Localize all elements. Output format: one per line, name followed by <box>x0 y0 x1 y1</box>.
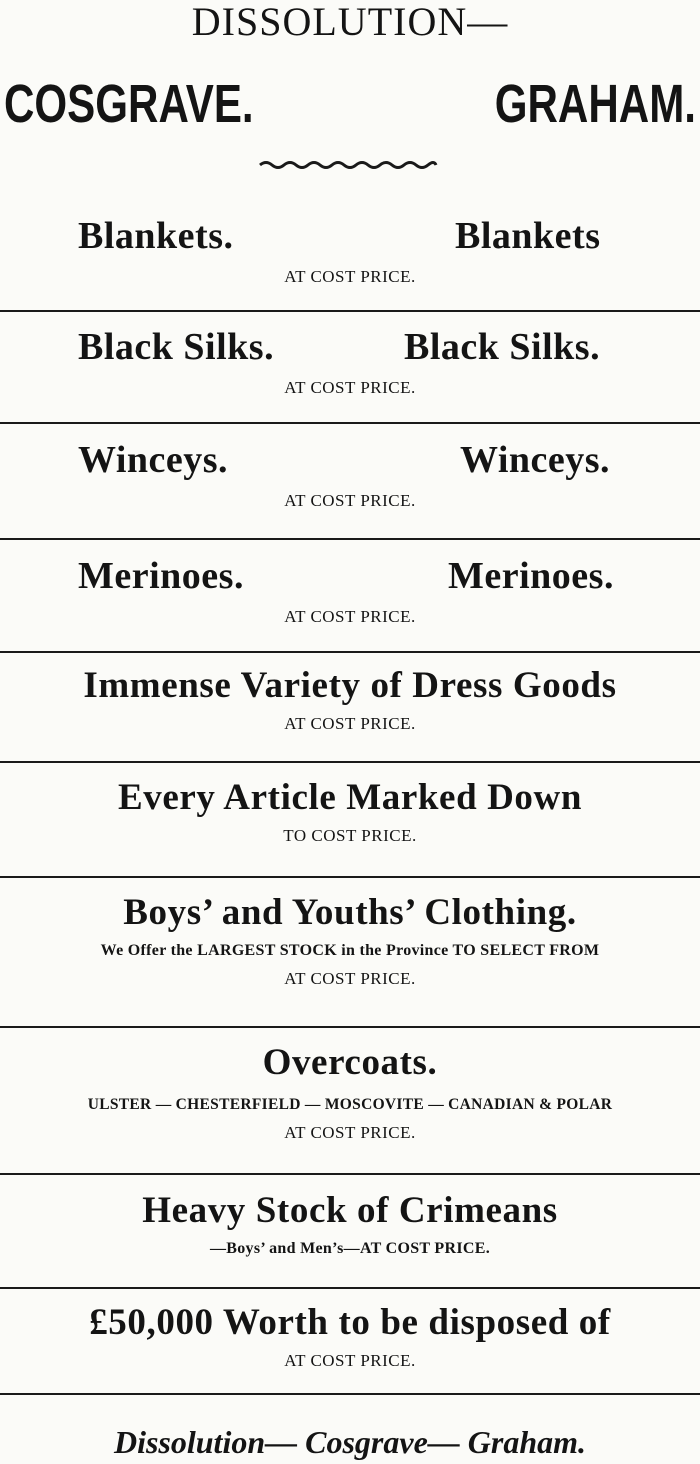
headline: Immense Variety of Dress Goods <box>83 665 617 706</box>
detail-text: We Offer the LARGEST STOCK in the Province TO SELECT FROM <box>100 942 600 959</box>
divider-rule <box>0 422 700 424</box>
detail-text: ULSTER — CHESTERFIELD — MOSCOVITE — CANADIAN & POLAR <box>87 1096 613 1113</box>
masthead-right-name: GRAHAM. <box>494 74 696 134</box>
headline: £50,000 Worth to be disposed of <box>89 1302 611 1343</box>
item-right: Black Silks. <box>404 326 601 368</box>
divider-rule <box>0 1173 700 1175</box>
item-pair <box>0 436 700 486</box>
divider-rule <box>0 651 700 653</box>
item-right: Blankets <box>455 215 601 257</box>
divider-rule <box>0 1026 700 1028</box>
section-overcoats <box>0 1040 700 1144</box>
masthead-left-name: COSGRAVE. <box>4 74 254 134</box>
section-blankets <box>0 212 700 288</box>
divider-rule <box>0 876 700 878</box>
divider-rule <box>0 761 700 763</box>
item-pair <box>0 552 700 602</box>
section-winceys <box>0 436 700 512</box>
item-left: Blankets. <box>78 215 234 257</box>
masthead-names <box>0 74 700 134</box>
item-pair <box>0 323 700 373</box>
price-note: AT COST PRICE. <box>284 969 416 988</box>
section-boys-clothing <box>0 890 700 990</box>
divider-rule <box>0 1287 700 1289</box>
footer-tagline: Dissolution— Cosgrave— Graham. <box>113 1424 587 1460</box>
item-left: Merinoes. <box>78 555 244 597</box>
price-note: AT COST PRICE. <box>284 1351 416 1370</box>
section-dress-goods <box>0 663 700 735</box>
price-note: AT COST PRICE. <box>284 378 416 397</box>
divider-rule <box>0 538 700 540</box>
price-note: TO COST PRICE. <box>283 826 417 845</box>
item-right: Winceys. <box>460 439 611 481</box>
headline: Overcoats. <box>262 1042 438 1083</box>
divider-rule <box>0 310 700 312</box>
divider-rule <box>0 1393 700 1395</box>
section-worth <box>0 1300 700 1372</box>
section-crimeans <box>0 1188 700 1260</box>
headline: Heavy Stock of Crimeans <box>142 1190 558 1231</box>
item-right: Merinoes. <box>448 555 614 597</box>
item-left: Black Silks. <box>78 326 275 368</box>
headline: Boys’ and Youths’ Clothing. <box>123 892 577 933</box>
item-left: Winceys. <box>78 439 229 481</box>
item-pair <box>0 212 700 262</box>
price-note: AT COST PRICE. <box>284 267 416 286</box>
section-black-silks <box>0 323 700 399</box>
section-marked-down <box>0 775 700 847</box>
section-merinoes <box>0 552 700 628</box>
price-note: AT COST PRICE. <box>284 714 416 733</box>
ornament-divider <box>258 158 438 172</box>
price-note: AT COST PRICE. <box>284 1123 416 1142</box>
masthead-title: DISSOLUTION— <box>191 0 509 44</box>
detail-text: —Boys’ and Men’s—AT COST PRICE. <box>209 1240 490 1257</box>
price-note: AT COST PRICE. <box>284 491 416 510</box>
price-note: AT COST PRICE. <box>284 607 416 626</box>
headline: Every Article Marked Down <box>117 777 583 818</box>
